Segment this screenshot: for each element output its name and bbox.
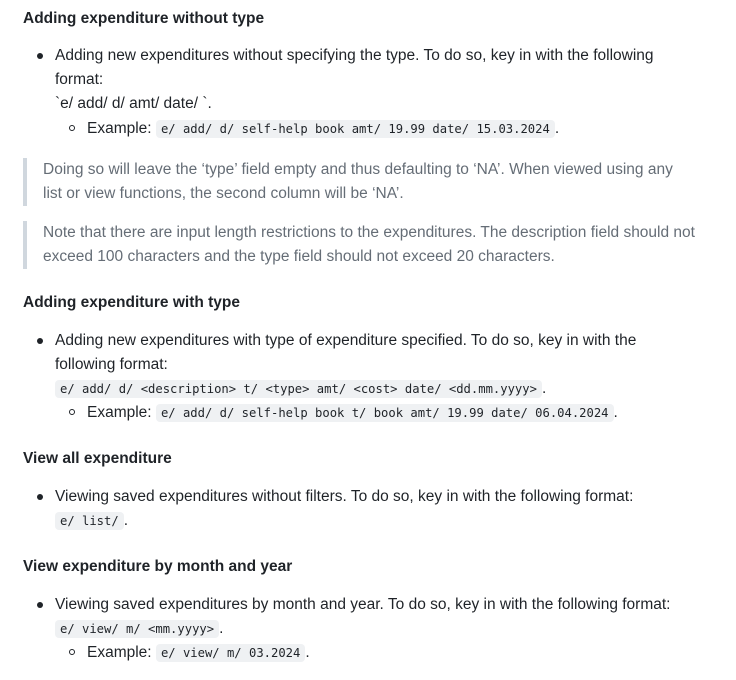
bullet-dot: [37, 602, 43, 608]
period: .: [219, 620, 224, 637]
example-line: [87, 401, 618, 425]
bullet-view-all: [55, 485, 698, 509]
bullet-dot: [37, 494, 43, 500]
example-label: Example:: [87, 120, 152, 137]
note-blockquote-na: [23, 158, 696, 206]
example-label: Example:: [87, 644, 152, 661]
note-text: Doing so will leave the ‘type’ field empty and thus defaulting to ‘NA’. When viewed using any list or view functions, the second column will be ‘NA’.: [43, 161, 673, 202]
format-line: [55, 509, 128, 533]
section-heading-view-by-month: View expenditure by month and year: [23, 558, 293, 575]
note-blockquote-length: [23, 221, 696, 269]
section-heading-add-with-type: Adding expenditure with type: [23, 294, 241, 311]
sub-bullet-circle: [69, 409, 75, 415]
sub-bullet-circle: [69, 125, 75, 131]
example-line: [87, 641, 310, 665]
example-code: e/ view/ m/ 03.2024: [156, 644, 305, 662]
format-text: `e/ add/ d/ amt/ date/ `.: [55, 95, 212, 112]
example-code: e/ add/ d/ self-help book amt/ 19.99 date/ 15.03.2024: [156, 120, 555, 138]
example-line: [87, 117, 559, 141]
format-line: [55, 617, 223, 641]
format-line: [55, 377, 546, 401]
example-code: e/ add/ d/ self-help book t/ book amt/ 19.99 date/ 06.04.2024: [156, 404, 614, 422]
section-heading-view-all: View all expenditure: [23, 450, 172, 467]
bullet-view-by-month: [55, 593, 706, 617]
period: .: [123, 512, 129, 529]
bullet-dot: [37, 338, 43, 344]
bullet-add-without-type: [55, 44, 698, 116]
example-label: Example:: [87, 404, 152, 421]
period: .: [554, 120, 560, 137]
format-code: e/ list/: [55, 512, 124, 530]
bullet-add-with-type: [55, 329, 698, 377]
period: .: [305, 644, 310, 661]
bullet-text: Adding new expenditures without specifying the type. To do so, key in with the following format:: [55, 47, 654, 88]
bullet-text: Adding new expenditures with type of expenditure specified. To do so, key in with the following format:: [55, 332, 637, 373]
period: .: [613, 404, 618, 421]
period: .: [541, 380, 547, 397]
sub-bullet-circle: [69, 649, 75, 655]
bullet-text: Viewing saved expenditures without filters. To do so, key in with the following format:: [55, 488, 634, 505]
bullet-text: Viewing saved expenditures by month and year. To do so, key in with the following format:: [55, 596, 671, 613]
section-heading-add-without-type: Adding expenditure without type: [23, 10, 265, 27]
format-code: e/ add/ d/ <description> t/ <type> amt/ <cost> date/ <dd.mm.yyyy>: [55, 380, 542, 398]
bullet-dot: [37, 53, 43, 59]
format-code: e/ view/ m/ <mm.yyyy>: [55, 620, 219, 638]
note-text: Note that there are input length restrictions to the expenditures. The description field should not exceed 100 characters and the type field should not exceed 20 characters.: [43, 224, 695, 265]
